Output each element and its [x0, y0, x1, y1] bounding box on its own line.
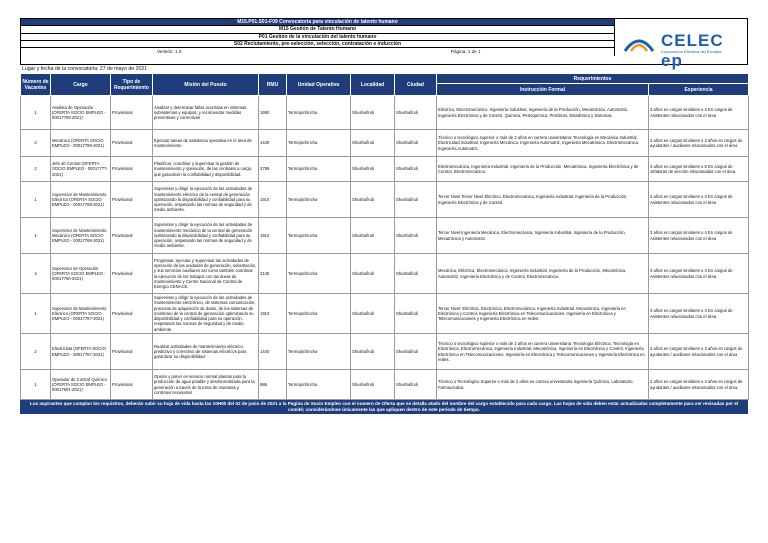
cell-ciudad: Shushufindi [395, 294, 437, 334]
cell-mision: Analizar y determinar fallas ocurridas en sistemas, subsistemas y equipos; y recomendar medidas preventivas y correctivas [153, 96, 259, 130]
cell-tipo: Provisional [111, 157, 153, 182]
cell-instruccion: Técnico o tecnológico superior o más de 2 años en carrera universitaria: Tecnología en Mecánica Industrial, Electricidad Industrial, Ingeniería Mecánica, Ingeniería Automotriz, Ingeniería Mecatrónica, Electromecánica, Ingeniería Automotriz. [437, 130, 649, 157]
cell-instruccion: Eléctrico, Electromecánico, Ingeniería Industrial, Ingeniería de la Producción, Mecatrónica, Automotriz, Ingeniería Electrónica y de Control, Química, Petroquímica, Petróleos, Estadística y Sistemas. [437, 96, 649, 130]
cell-mision: Supervisar y dirigir la ejecución de las actividades de mantenimiento eléctrico de la central de generación optimizando la disponibilidad y confiabilidad para su operación, respetando las normas de seguridad y de medio ambiente. [153, 182, 259, 218]
cell-rmu: 1910 [259, 294, 287, 334]
cell-experiencia: 3 años en cargos similares o 4 En cargos de Asistentes relacionados con el área [649, 254, 749, 294]
cell-tipo: Provisional [111, 182, 153, 218]
col-requerimientos: Requerimientos [437, 74, 749, 84]
col-mision: Misión del Puesto [153, 74, 259, 96]
col-rmu: RMU [259, 74, 287, 96]
cell-unidad: Termopichincha [287, 96, 351, 130]
cell-unidad: Termopichincha [287, 334, 351, 370]
application-notice: Los aspirantes que cumplan los requisitos, deberán subir su hoja de vida hasta las 10H00 del 02 de junio de 2021 a la Pagina de Socio Empleo con el numero de Oferta que se detalla atado del nombre del cargo establecido para cada cargo. Las hojas de vida deben estar actualizadas completamente para ser revisadas por el comité; considerándose únicamente las que apliquen dentro de este período de tiempo. [20, 400, 748, 414]
cell-localidad: Shushufindi [351, 182, 395, 218]
cell-cargo: Supervisor de Operación (OFERTA SOCIO EMPLEO - 00017750-2021) [51, 254, 111, 294]
cell-unidad: Termopichincha [287, 370, 351, 400]
cell-n: 4 [21, 254, 51, 294]
cell-cargo: Supervisor de Mantenimiento Mecánico (OFERTA SOCIO EMPLEO - 00017768-2021) [51, 218, 111, 254]
cell-n: 1 [21, 370, 51, 400]
subprocess-title: P01 Gestión de la vinculación del talento humano [21, 34, 615, 41]
cell-rmu: 986 [259, 370, 287, 400]
table-row [21, 96, 749, 130]
cell-localidad: Shushufindi [351, 294, 395, 334]
cell-ciudad: Shushufindi [395, 218, 437, 254]
cell-n: 1 [21, 294, 51, 334]
document-page [20, 18, 748, 414]
activity-title: S02 Reclutamiento, pre-selección, selección, contratación e inducción [21, 41, 615, 48]
cell-tipo: Provisional [111, 130, 153, 157]
cell-rmu: 1440 [259, 334, 287, 370]
cell-tipo: Provisional [111, 254, 153, 294]
cell-instruccion: Mecánica, Eléctrica, Electromecánica, Ingeniería Industrial, Ingeniería de la Producción, Mecatrónica, Automotriz, Ingeniería Electrónica y de Control, Electromecánica. [437, 254, 649, 294]
cell-n: 2 [21, 334, 51, 370]
version-text: Versión: 1.0 [157, 49, 182, 55]
col-numero: Número de Vacantes [21, 74, 51, 96]
version-row [21, 48, 615, 56]
cell-mision: Operar y poner en servicio normal plantas para la producción de agua potable y desmineralizada para la generación a través de la toma de muestras y controles necesarios [153, 370, 259, 400]
cell-mision: Supervisar y dirigir la ejecución de las actividades de mantenimiento electrónico, de sistemas comunicación, procesos de adquisición de datos, de los sistemas de monitoreo de la central de generación optimizando su disponibilidad y confiabilidad para su operación, respetando las normas de seguridad y de medio ambiente. [153, 294, 259, 334]
col-instruccion: Instrucción Formal [437, 84, 649, 96]
cell-tipo: Provisional [111, 334, 153, 370]
logo-subtitle: Corporación Eléctrica del Ecuador [661, 49, 722, 54]
page-number-text: Página: 1 de 1 [450, 49, 481, 55]
cell-unidad: Termopichincha [287, 157, 351, 182]
cell-ciudad: Shushufindi [395, 182, 437, 218]
col-unidad: Unidad Operativa [287, 74, 351, 96]
cell-tipo: Provisional [111, 294, 153, 334]
cell-mision: Supervisar y dirigir la ejecución de las actividades de mantenimiento mecánico de la central de generación optimizando la disponibilidad y confiabilidad para su operación, respetando las normas de seguridad y de medio ambiente. [153, 218, 259, 254]
table-row [21, 370, 749, 400]
cell-ciudad: Shushufindi [395, 370, 437, 400]
cell-ciudad: Shushufindi [395, 157, 437, 182]
col-experiencia: Experiencia [649, 84, 749, 96]
cell-localidad: Shushufindi [351, 157, 395, 182]
cell-ciudad: Shushufindi [395, 96, 437, 130]
cell-rmu: 1910 [259, 182, 287, 218]
convocatoria-date: Lugar y fecha de la convocatoria: 27 de mayo de 2021 [22, 66, 148, 72]
logo-mark-icon [621, 31, 657, 57]
cell-rmu: 2145 [259, 254, 287, 294]
cell-localidad: Shushufindi [351, 254, 395, 294]
table-row [21, 130, 749, 157]
cell-n: 2 [21, 157, 51, 182]
cell-cargo: Operador de Control Químico (OFERTA SOCIO EMPLEO - 00017801-2021) [51, 370, 111, 400]
table-row [21, 182, 749, 218]
cell-experiencia: 2 años en cargos similares o 3 años en cargos de ayudantes / auxiliares relacionados con el área [649, 334, 749, 370]
table-row [21, 218, 749, 254]
cell-mision: Planificar, coordinar y supervisar la gestión de mantenimiento y operación, de las centrales a cargo, que garanticen la confiabilidad y disponibilidad. [153, 157, 259, 182]
cell-localidad: Shushufindi [351, 130, 395, 157]
cell-rmu: 1910 [259, 218, 287, 254]
cell-experiencia: 3 años en cargos similares o 4 En cargos de Asistentes relacionados con el área [649, 218, 749, 254]
cell-unidad: Termopichincha [287, 218, 351, 254]
cell-experiencia: 3 años en cargos similares o 4 En cargos de Asistentes relacionados con el área [649, 96, 749, 130]
cell-cargo: Mecánico (OFERTA SOCIO EMPLEO - 00017798-2021) [51, 130, 111, 157]
cell-rmu: 1440 [259, 130, 287, 157]
form-code-title: M15.P01.S01-F09 Convocatoria para vinculación de talento humano [21, 19, 615, 26]
celec-logo [621, 31, 741, 70]
table-row [21, 334, 749, 370]
table-row [21, 157, 749, 182]
cell-mision: Realizar actividades de mantenimiento eléctrico, predictivo y correctivo de sistemas eléctricos para garantizar su disponibilidad. [153, 334, 259, 370]
header-title-block [21, 19, 615, 64]
cell-localidad: Shushufindi [351, 96, 395, 130]
cell-n: 2 [21, 130, 51, 157]
logo-text: CELEC ep [661, 31, 724, 70]
cell-rmu: 1690 [259, 96, 287, 130]
cell-unidad: Termopichincha [287, 294, 351, 334]
cell-cargo: Supervisor de Mantenimiento Eléctrico (OFERTA SOCIO EMPLEO - 00017767-2021) [51, 294, 111, 334]
table-row [21, 254, 749, 294]
cell-unidad: Termopichincha [287, 130, 351, 157]
cell-experiencia: 2 años en cargos similares o 3 años en cargos de ayudantes / auxiliares relacionados con el área [649, 130, 749, 157]
cell-instruccion: Tercer Nivel Tercer Nivel Eléctrico, Electromecánica, Ingeniería Industrial, Ingeniería de la Producción, Ingeniería Electrónica y de Control. [437, 182, 649, 218]
cell-tipo: Provisional [111, 96, 153, 130]
cell-cargo: Supervisor de Mantenimiento Eléctrico (OFERTA SOCIO EMPLEO - 00017769-2021) [51, 182, 111, 218]
cell-localidad: Shushufindi [351, 370, 395, 400]
cell-mision: Ejecutar tareas de asistencia operativa en el área de mantenimiento [153, 130, 259, 157]
cell-tipo: Provisional [111, 218, 153, 254]
cell-localidad: Shushufindi [351, 334, 395, 370]
cell-ciudad: Shushufindi [395, 334, 437, 370]
cell-cargo: Electricista (OFERTA SOCIO EMPLEO - 00017787-2021) [51, 334, 111, 370]
cell-experiencia: 3 años en cargos similares o 4 En cargos de Asistentes relacionados con el área [649, 182, 749, 218]
cell-cargo: Analista de Operación (OFERTA SOCIO EMPLEO - 00017793-2021) [51, 96, 111, 130]
process-title: M15 Gestión de Talento Humano [21, 26, 615, 33]
cell-experiencia: 3 años en cargos similares o 4 En cargos de Asistentes relacionados con el área [649, 294, 749, 334]
col-tipo: Tipo de Requerimiento [111, 74, 153, 96]
cell-localidad: Shushufindi [351, 218, 395, 254]
cell-rmu: 2795 [259, 157, 287, 182]
col-ciudad: Ciudad [395, 74, 437, 96]
cell-unidad: Termopichincha [287, 182, 351, 218]
cell-instruccion: Electromecánica, Ingeniería Industrial, Ingeniería de la Producción, Mecatrónica, Ingeniería Electrónica y de Control, Electromecánica. [437, 157, 649, 182]
col-localidad: Localidad [351, 74, 395, 96]
cell-mision: Programar, ejecutar y supervisar las actividades de operación de las unidades de generación, subestación, y sus servicios auxiliares así como también coordinar la ejecución de los trabajos con las áreas de mantenimiento y Centro Nacional de Control de Energía CENACE. [153, 254, 259, 294]
col-cargo: Cargo [51, 74, 111, 96]
cell-n: 1 [21, 218, 51, 254]
cell-tipo: Provisional [111, 370, 153, 400]
cell-instruccion: Técnico o tecnológico superior o más de 2 años en carrera universitaria: Tecnología Eléctrica, Tecnología en Electrónica, Electromecánica, Ingeniería Industrial, Mecatrónica, Ingeniería en Electrónica y Control, Ingeniería Electrónica en Telecomunicaciones, Ingeniería en Electrónica y Telecomunicaciones y Ingeniería Electrónica en redes. [437, 334, 649, 370]
cell-n: 1 [21, 182, 51, 218]
cell-unidad: Termopichincha [287, 254, 351, 294]
cell-ciudad: Shushufindi [395, 254, 437, 294]
cell-ciudad: Shushufindi [395, 130, 437, 157]
vacancies-table [20, 73, 749, 400]
cell-instruccion: Tercer Nivel Ingeniería Mecánica, Electromecánica, Ingeniería Industrial, Ingeniería de la Producción, Mecatrónica y Automotriz. [437, 218, 649, 254]
cell-experiencia: 4 años en cargos similares o 5 En cargos de Jefaturas de sección relacionadas con el área. [649, 157, 749, 182]
cell-experiencia: 2 años en cargos similares o 3 años en cargos de ayudantes / auxiliares relacionados con el área. [649, 370, 749, 400]
cell-instruccion: Tercer Nivel: Eléctrica, Electrónica, Electromecánica, Ingeniería Industrial, Mecatrónica, Ingeniería en Electrónica y Control, Ingeniería Electrónica en Telecomunicaciones, Ingeniería en Electrónica y Telecomunicaciones y Ingeniería Electrónica en redes. [437, 294, 649, 334]
cell-instruccion: Técnico o Tecnológico Superior o más de 2 años en carrera universitaria Ingeniería Química, Laboratorio, Farmacéutica. [437, 370, 649, 400]
cell-cargo: Jefe de Central (OFERTA SOCIO EMPLEO - 00017777-2021) [51, 157, 111, 182]
cell-n: 1 [21, 96, 51, 130]
table-row [21, 294, 749, 334]
